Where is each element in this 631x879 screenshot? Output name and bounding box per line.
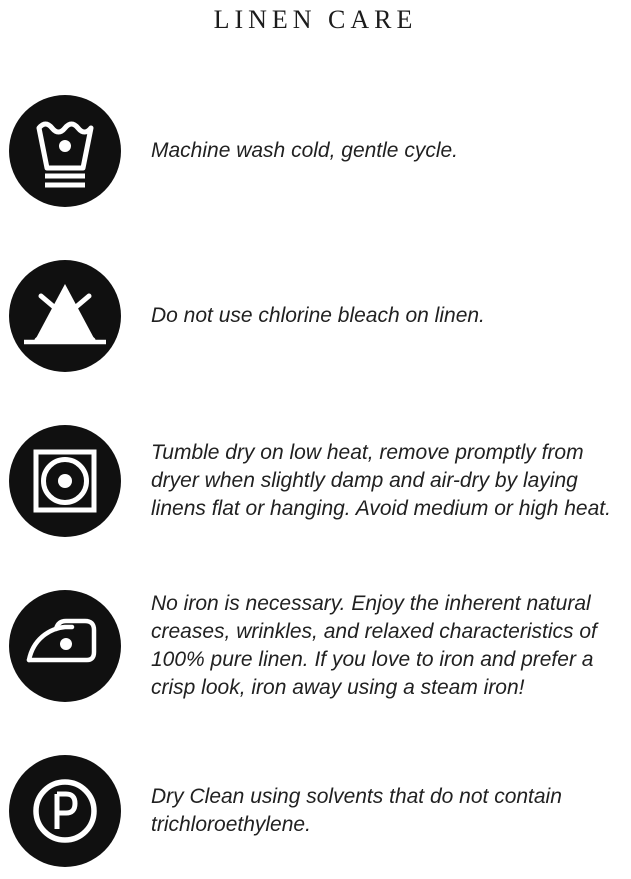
care-instruction-text: Machine wash cold, gentle cycle. — [151, 139, 458, 162]
care-row-dry-clean — [9, 755, 631, 867]
care-instructions-list — [9, 95, 631, 867]
care-instruction-text: Do not use chlorine bleach on linen. — [151, 304, 485, 327]
care-row-machine-wash — [9, 95, 631, 207]
no-bleach-icon — [9, 260, 121, 372]
iron-icon — [9, 590, 121, 702]
care-instruction-text: Tumble dry on low heat, remove promptly from dryer when slightly damp and air-dry by laying linens flat or hanging. Avoid medium or high heat. — [151, 441, 611, 520]
page-title: LINEN CARE — [213, 5, 418, 34]
care-row-tumble-dry — [9, 425, 631, 537]
care-instruction-text: No iron is necessary. Enjoy the inherent natural creases, wrinkles, and relaxed characteristics of 100% pure linen. If you love to iron and prefer a crisp look, iron away using a steam iron! — [151, 592, 597, 699]
machine-wash-icon — [9, 95, 121, 207]
tumble-dry-low-icon — [9, 425, 121, 537]
care-instruction-text: Dry Clean using solvents that do not contain trichloroethylene. — [151, 785, 562, 836]
care-row-iron — [9, 590, 631, 702]
dry-clean-icon — [9, 755, 121, 867]
care-row-no-bleach — [9, 260, 631, 372]
